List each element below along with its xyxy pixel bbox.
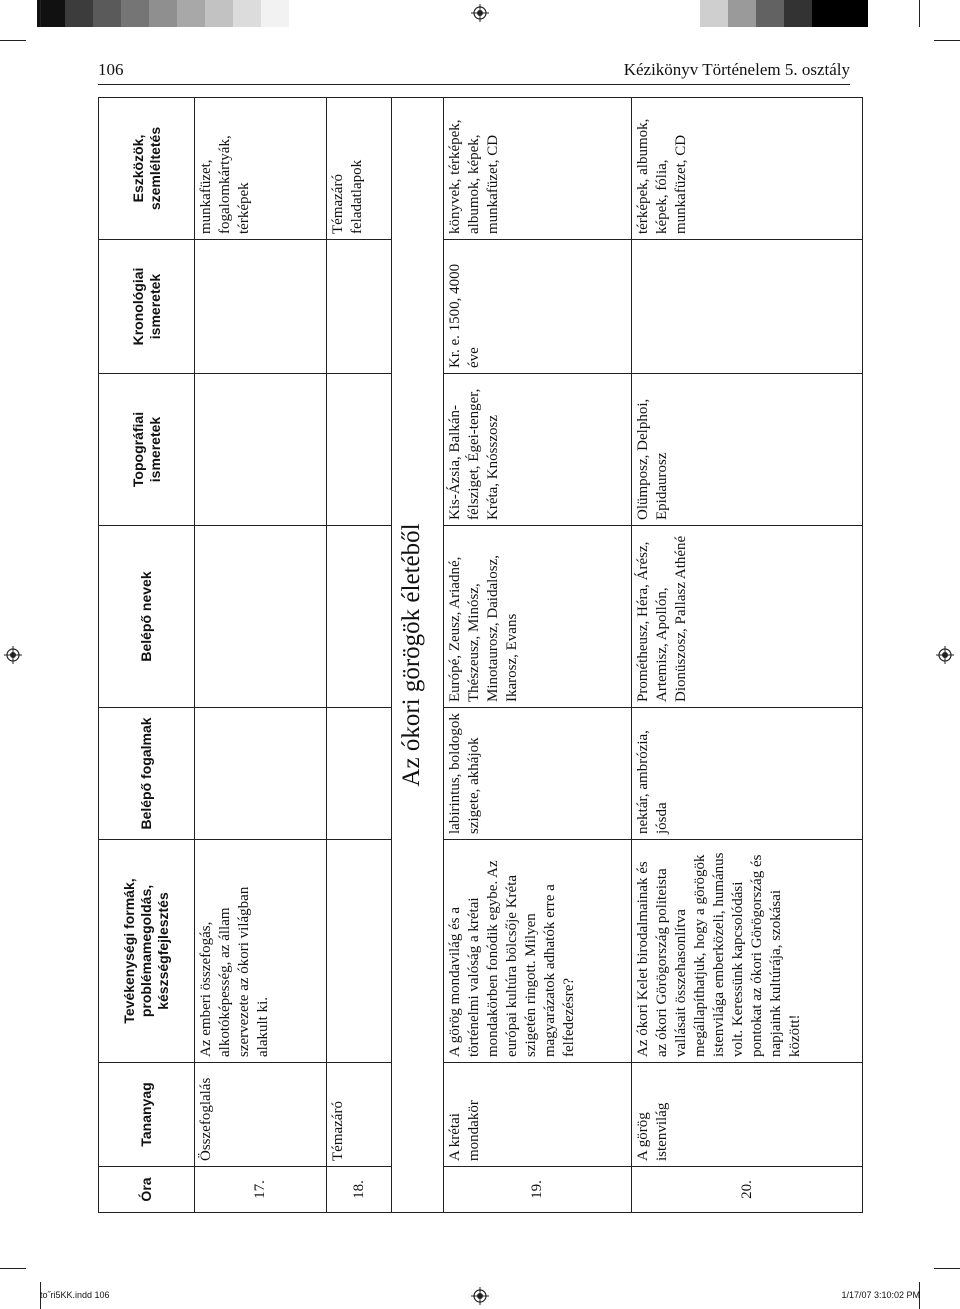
table-row (195, 98, 327, 1213)
colour-swatch (37, 0, 65, 27)
curriculum-table-frame (98, 98, 862, 1213)
colour-swatch (177, 0, 205, 27)
tools-cell: Témazáró feladatlapok (327, 98, 392, 240)
lesson-number: 18. (327, 1167, 392, 1213)
column-header: Óra (99, 1167, 195, 1213)
topography-cell: Olümposz, Delphoi, Epidaurosz (632, 374, 863, 526)
names-cell (327, 526, 392, 708)
table-header-row (99, 98, 195, 1213)
column-header: Belépő fogalmak (99, 708, 195, 840)
registration-mark-icon (471, 4, 489, 22)
crop-mark (934, 40, 960, 41)
concepts-cell: labirintus, boldogok szigete, akhájok (444, 708, 632, 840)
print-slug-file: to˝ri5KK.indd 106 (40, 1290, 110, 1300)
lesson-number: 20. (632, 1167, 863, 1213)
concepts-cell: nektár, ambrózia, jósda (632, 708, 863, 840)
colour-swatch (812, 0, 840, 27)
header-rule (98, 84, 850, 85)
activity-cell (327, 840, 392, 1063)
activity-cell: A görög mondavilág és a történelmi valóság a krétai mondakörben fonódik egybe. Az európai kultúra bölcsője Kréta szigetén ringott. Milyen magyarázatok adhatók erre a felfedezésre? (444, 840, 632, 1063)
column-header: Tananyag (99, 1063, 195, 1167)
column-header: Tevékenységi formák, problémamegoldás, készségfejlesztés (99, 840, 195, 1063)
lesson-number: 17. (195, 1167, 327, 1213)
topography-cell (327, 374, 392, 526)
column-header: Topográfiai ismeretek (99, 374, 195, 526)
crop-mark (934, 1268, 960, 1269)
activity-cell: Az ókori Kelet birodalmainak és az ókori Görögország politeista vallásait összehasonlítva megállapíthatjuk, hogy a görögök istenvilága emberközeli, humánus volt. Keressünk kapcsolódási pontokat az ókori Görögország és napjaink kultúrája, szokásai között! (632, 840, 863, 1063)
registration-mark-icon (471, 1287, 489, 1305)
colour-swatch (784, 0, 812, 27)
concepts-cell (195, 708, 327, 840)
topic-cell: Összefoglalás (195, 1063, 327, 1167)
colour-swatch (840, 0, 868, 27)
colour-swatch (728, 0, 756, 27)
page-number: 106 (98, 60, 124, 79)
topic-cell: Témazáró (327, 1063, 392, 1167)
registration-mark-icon (4, 646, 22, 664)
colour-swatch (756, 0, 784, 27)
names-cell (195, 526, 327, 708)
colour-swatch (261, 0, 289, 27)
topic-cell: A krétai mondakör (444, 1063, 632, 1167)
crop-mark (919, 0, 920, 27)
concepts-cell (327, 708, 392, 840)
colour-bar-left (37, 0, 289, 27)
activity-cell: Az emberi összefogás, alkotóképesség, az állam szervezete az ókori világban alakult ki. (195, 840, 327, 1063)
colour-swatch (93, 0, 121, 27)
column-header: Eszközök, szemléltetés (99, 98, 195, 240)
registration-mark-icon (936, 646, 954, 664)
topography-cell (195, 374, 327, 526)
running-title: Kézikönyv Történelem 5. osztály (623, 60, 850, 79)
table-row (327, 98, 392, 1213)
colour-bar-right (700, 0, 868, 27)
crop-mark (0, 40, 26, 41)
table-row (444, 98, 632, 1213)
table-row (632, 98, 863, 1213)
tools-cell: könyvek, térképek, albumok, képek, munkafüzet, CD (444, 98, 632, 240)
print-slug-timestamp: 1/17/07 3:10:02 PM (841, 1290, 920, 1300)
colour-swatch (121, 0, 149, 27)
crop-mark (40, 0, 41, 27)
chronology-cell (632, 240, 863, 374)
topic-cell: A görög istenvilág (632, 1063, 863, 1167)
colour-swatch (149, 0, 177, 27)
lesson-number: 19. (444, 1167, 632, 1213)
colour-swatch (233, 0, 261, 27)
crop-mark (0, 1268, 26, 1269)
tools-cell: munkafüzet, fogalomkártyák, térképek (195, 98, 327, 240)
colour-swatch (65, 0, 93, 27)
colour-swatch (205, 0, 233, 27)
chronology-cell (327, 240, 392, 374)
chronology-cell (195, 240, 327, 374)
names-cell: Prométheusz, Héra, Árész, Artemisz, Apollón, Dionüszosz, Pallasz Athéné (632, 526, 863, 708)
chronology-cell: Kr. e. 1500, 4000 éve (444, 240, 632, 374)
column-header: Kronológiai ismeretek (99, 240, 195, 374)
section-title: Az ókori görögök életéből (392, 98, 444, 1213)
column-header: Belépő nevek (99, 526, 195, 708)
colour-swatch (700, 0, 728, 27)
tools-cell: térképek, albumok, képek, fólia, munkafüzet, CD (632, 98, 863, 240)
topography-cell: Kis-Ázsia, Balkán-félsziget, Égei-tenger, Kréta, Knósszosz (444, 374, 632, 526)
curriculum-table (98, 97, 863, 1213)
section-row (392, 98, 444, 1213)
names-cell: Európé, Zeusz, Ariadné, Thészeusz, Minósz, Minotaurosz, Daidalosz, Ikarosz, Evans (444, 526, 632, 708)
